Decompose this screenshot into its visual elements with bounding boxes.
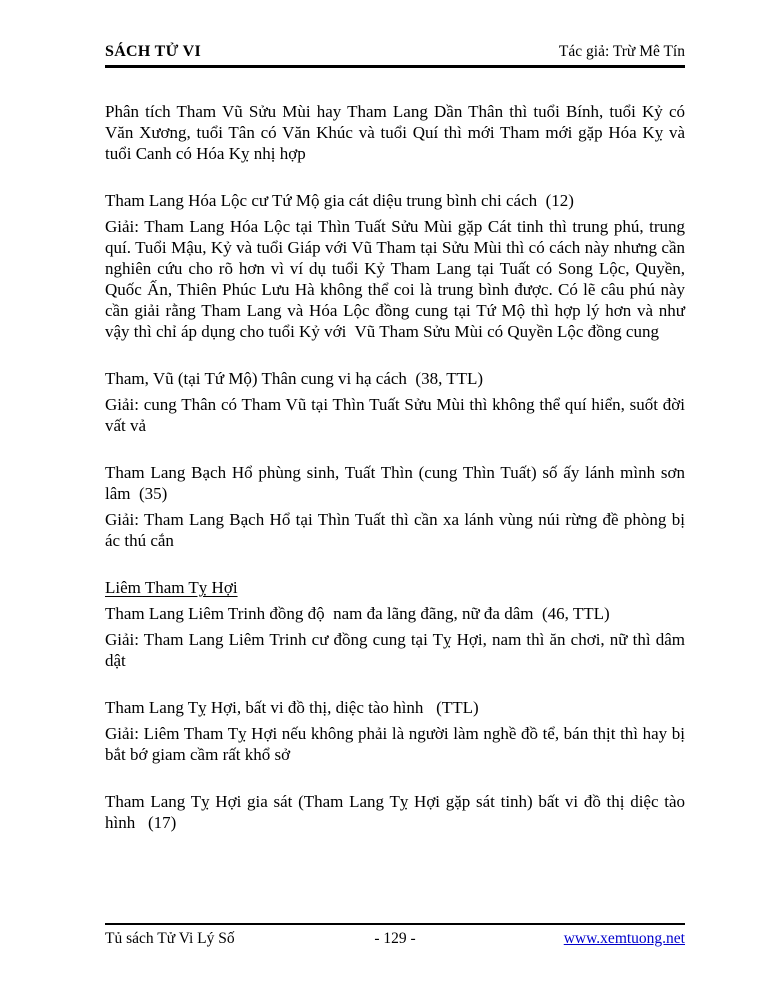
page-number: - 129 - xyxy=(374,930,416,947)
giai-paragraph: Giải: Tham Lang Bạch Hổ tại Thìn Tuất thì cần xa lánh vùng núi rừng đề phòng bị ác thú cắn xyxy=(105,510,685,550)
intro-paragraph: Phân tích Tham Vũ Sửu Mùi hay Tham Lang Dần Thân thì tuổi Bính, tuổi Kỷ có Văn Xương, tuổi Tân có Văn Khúc và tuổi Quí thì mới Tham mới gặp Hóa Kỵ và tuổi Canh có Hóa Kỵ nhị hợp xyxy=(105,102,685,163)
giai-paragraph: Giải: Tham Lang Liêm Trinh cư đồng cung tại Tỵ Hợi, nam thì ăn chơi, nữ thì dâm dật xyxy=(105,630,685,670)
footer-website-link[interactable]: www.xemtuong.net xyxy=(563,930,685,947)
footer-series-title: Tủ sách Tử Vi Lý Số xyxy=(105,930,235,947)
phu-line: Tham Lang Hóa Lộc cư Tứ Mộ gia cát diệu trung bình chi cách (12) xyxy=(105,191,574,210)
page-footer xyxy=(105,923,685,948)
giai-paragraph: Giải: Liêm Tham Tỵ Hợi nếu không phải là người làm nghề đồ tể, bán thịt thì hay bị bắt bớ giam cầm rất khổ sở xyxy=(105,724,685,764)
phu-line: Tham Lang Bạch Hổ phùng sinh, Tuất Thìn (cung Thìn Tuất) số ấy lánh mình sơn lâm (35) xyxy=(105,463,685,503)
section-heading: Liêm Tham Tỵ Hợi xyxy=(105,578,238,597)
page-body xyxy=(105,101,685,833)
phu-line: Tham, Vũ (tại Tứ Mộ) Thân cung vi hạ cách (38, TTL) xyxy=(105,369,484,388)
phu-line: Tham Lang Liêm Trinh đồng độ nam đa lãng đãng, nữ đa dâm (46, TTL) xyxy=(105,604,610,623)
header-book-title: SÁCH TỬ VI xyxy=(105,43,202,60)
giai-paragraph: Giải: cung Thân có Tham Vũ tại Thìn Tuất Sửu Mùi thì không thể quí hiển, suốt đời vất vả xyxy=(105,395,685,435)
header-author: Tác giả: Trừ Mê Tín xyxy=(558,43,685,60)
giai-paragraph: Giải: Tham Lang Hóa Lộc tại Thìn Tuất Sửu Mùi gặp Cát tinh thì trung phú, trung quí. Tuổi Mậu, Kỷ và tuổi Giáp với Vũ Tham tại Sửu Mùi thì có cách này nhưng cần nghiên cứu cho rõ hơn vì ví dụ tuổi Kỷ Tham Lang tại Tuất có Song Lộc, Quyền, Quốc Ấn, Thiên Phúc Lưu Hà không thể coi là trung bình được. Có lẽ câu phú này cần giải rằng Tham Lang và Hóa Lộc đồng cung tại Tứ Mộ thì hợp lý hơn và như vậy thì chỉ áp dụng cho tuổi Kỷ với Vũ Tham Sửu Mùi có Quyền Lộc đồng cung xyxy=(105,217,685,341)
page-header xyxy=(105,42,685,68)
phu-line: Tham Lang Tỵ Hợi gia sát (Tham Lang Tỵ Hợi gặp sát tinh) bất vi đồ thị diệc tào hình (17) xyxy=(105,792,685,832)
phu-line: Tham Lang Tỵ Hợi, bất vi đồ thị, diệc tào hình (TTL) xyxy=(105,698,479,717)
